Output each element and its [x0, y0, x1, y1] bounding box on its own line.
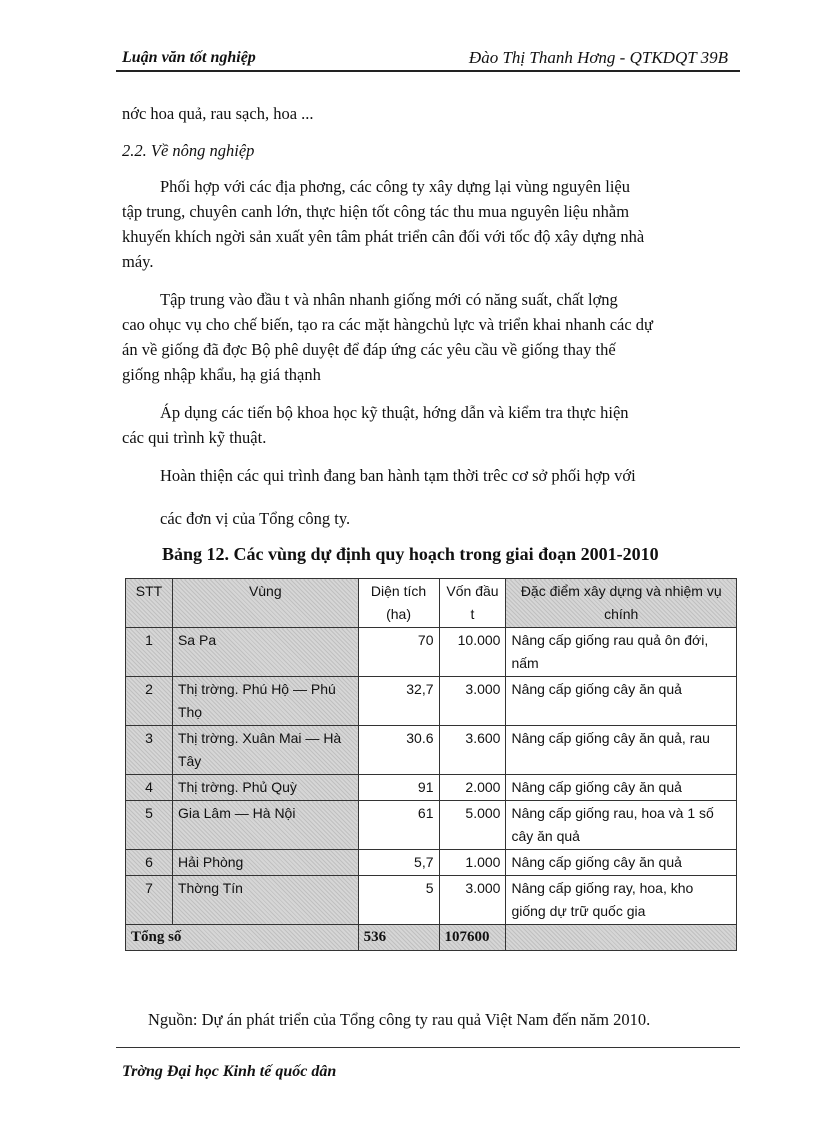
table-row [126, 876, 737, 925]
header-area: Diện tích (ha) [358, 579, 439, 628]
paragraph-5: các đơn vị của Tổng công ty. [160, 509, 351, 528]
planning-regions-table [125, 578, 737, 951]
header-divider [116, 70, 740, 72]
paragraph-2-line: cao ohục vụ cho chế biến, tạo ra các mặt hàngchủ lực và triển khai nhanh các dự [122, 315, 653, 334]
cell-stt: 7 [126, 876, 173, 925]
total-area: 536 [358, 925, 439, 951]
table-row [126, 677, 737, 726]
header-stt: STT [126, 579, 173, 628]
cell-capital: 5.000 [439, 801, 506, 850]
cell-region: Gia Lâm — Hà Nội [172, 801, 358, 850]
cell-area: 70 [358, 628, 439, 677]
cell-region: Hải Phòng [172, 850, 358, 876]
page-footer: Trờng Đại học Kinh tế quốc dân [122, 1063, 337, 1080]
cell-capital: 3.000 [439, 876, 506, 925]
table-caption: Bảng 12. Các vùng dự định quy hoạch trong giai đoạn 2001-2010 [162, 544, 659, 564]
paragraph-2 [122, 287, 740, 387]
paragraph-2-line: giống nhập khẩu, hạ giá thạnh [122, 365, 321, 384]
header-capital: Vốn đầu t [439, 579, 506, 628]
cell-region: Sa Pa [172, 628, 358, 677]
paragraph-1-line: Phối hợp với các địa phơng, các công ty xây dựng lại vùng nguyên liệu [160, 177, 630, 196]
paragraph-1 [122, 174, 740, 274]
paragraph-4: Hoàn thiện các qui trình đang ban hành tạm thời trêc cơ sở phối hợp với [160, 466, 636, 485]
cell-description: Nâng cấp giống cây ăn quả [506, 775, 737, 801]
header-thesis-label: Luận văn tốt nghiệp [122, 49, 256, 66]
cell-stt: 1 [126, 628, 173, 677]
header-description: Đặc điểm xây dựng và nhiệm vụ chính [506, 579, 737, 628]
cell-area: 91 [358, 775, 439, 801]
total-label: Tổng số [126, 925, 359, 951]
paragraph-2-line: Tập trung vào đầu t và nhân nhanh giống mới có năng suất, chất lợng [160, 290, 618, 309]
table-total-row [126, 925, 737, 951]
cell-capital: 3.000 [439, 677, 506, 726]
paragraph-1-line: máy. [122, 252, 154, 271]
cell-area: 61 [358, 801, 439, 850]
cell-region: Thị trờng. Phủ Quỳ [172, 775, 358, 801]
cell-description: Nâng cấp giống cây ăn quả [506, 677, 737, 726]
cell-stt: 3 [126, 726, 173, 775]
footer-divider [116, 1047, 740, 1048]
cell-region: Thị trờng. Xuân Mai — Hà Tây [172, 726, 358, 775]
cell-description: Nâng cấp giống cây ăn quả, rau [506, 726, 737, 775]
table-row [126, 726, 737, 775]
table-header-row [126, 579, 737, 628]
cell-description: Nâng cấp giống rau quả ôn đới, nấm [506, 628, 737, 677]
paragraph-3-line: các qui trình kỹ thuật. [122, 428, 267, 447]
table-row [126, 850, 737, 876]
page-header [122, 44, 742, 70]
paragraph-3 [122, 400, 740, 450]
cell-description: Nâng cấp giống cây ăn quả [506, 850, 737, 876]
paragraph-1-line: khuyến khích ngời sản xuất yên tâm phát triển cân đối với tốc độ xây dựng nhà [122, 227, 645, 246]
cell-capital: 3.600 [439, 726, 506, 775]
paragraph-3-line: Áp dụng các tiến bộ khoa học kỹ thuật, hớng dẫn và kiểm tra thực hiện [160, 403, 629, 422]
cell-region: Thờng Tín [172, 876, 358, 925]
text-line-continuation: nớc hoa quả, rau sạch, hoa ... [122, 104, 314, 123]
table-row [126, 775, 737, 801]
table-row [126, 801, 737, 850]
cell-stt: 6 [126, 850, 173, 876]
cell-stt: 4 [126, 775, 173, 801]
table-row [126, 628, 737, 677]
cell-area: 30.6 [358, 726, 439, 775]
cell-region: Thị trờng. Phú Hộ — Phú Thọ [172, 677, 358, 726]
header-author: Đào Thị Thanh Hơng - QTKDQT 39B [468, 48, 728, 67]
total-description [506, 925, 737, 951]
cell-capital: 1.000 [439, 850, 506, 876]
cell-area: 32,7 [358, 677, 439, 726]
cell-capital: 2.000 [439, 775, 506, 801]
cell-description: Nâng cấp giống ray, hoa, kho giống dự trữ quốc gia [506, 876, 737, 925]
table-source-note: Nguồn: Dự án phát triển của Tổng công ty rau quả Việt Nam đến năm 2010. [148, 1010, 651, 1029]
section-subheading: 2.2. Về nông nghiệp [122, 141, 255, 160]
cell-area: 5 [358, 876, 439, 925]
cell-description: Nâng cấp giống rau, hoa và 1 số cây ăn quả [506, 801, 737, 850]
cell-stt: 5 [126, 801, 173, 850]
header-region: Vùng [172, 579, 358, 628]
paragraph-1-line: tập trung, chuyên canh lớn, thực hiện tốt công tác thu mua nguyên liệu nhằm [122, 202, 630, 221]
cell-stt: 2 [126, 677, 173, 726]
cell-capital: 10.000 [439, 628, 506, 677]
total-capital: 107600 [439, 925, 506, 951]
paragraph-2-line: án về giống đã đợc Bộ phê duyệt để đáp ứng các yêu cầu về giống thay thế [122, 340, 616, 359]
cell-area: 5,7 [358, 850, 439, 876]
